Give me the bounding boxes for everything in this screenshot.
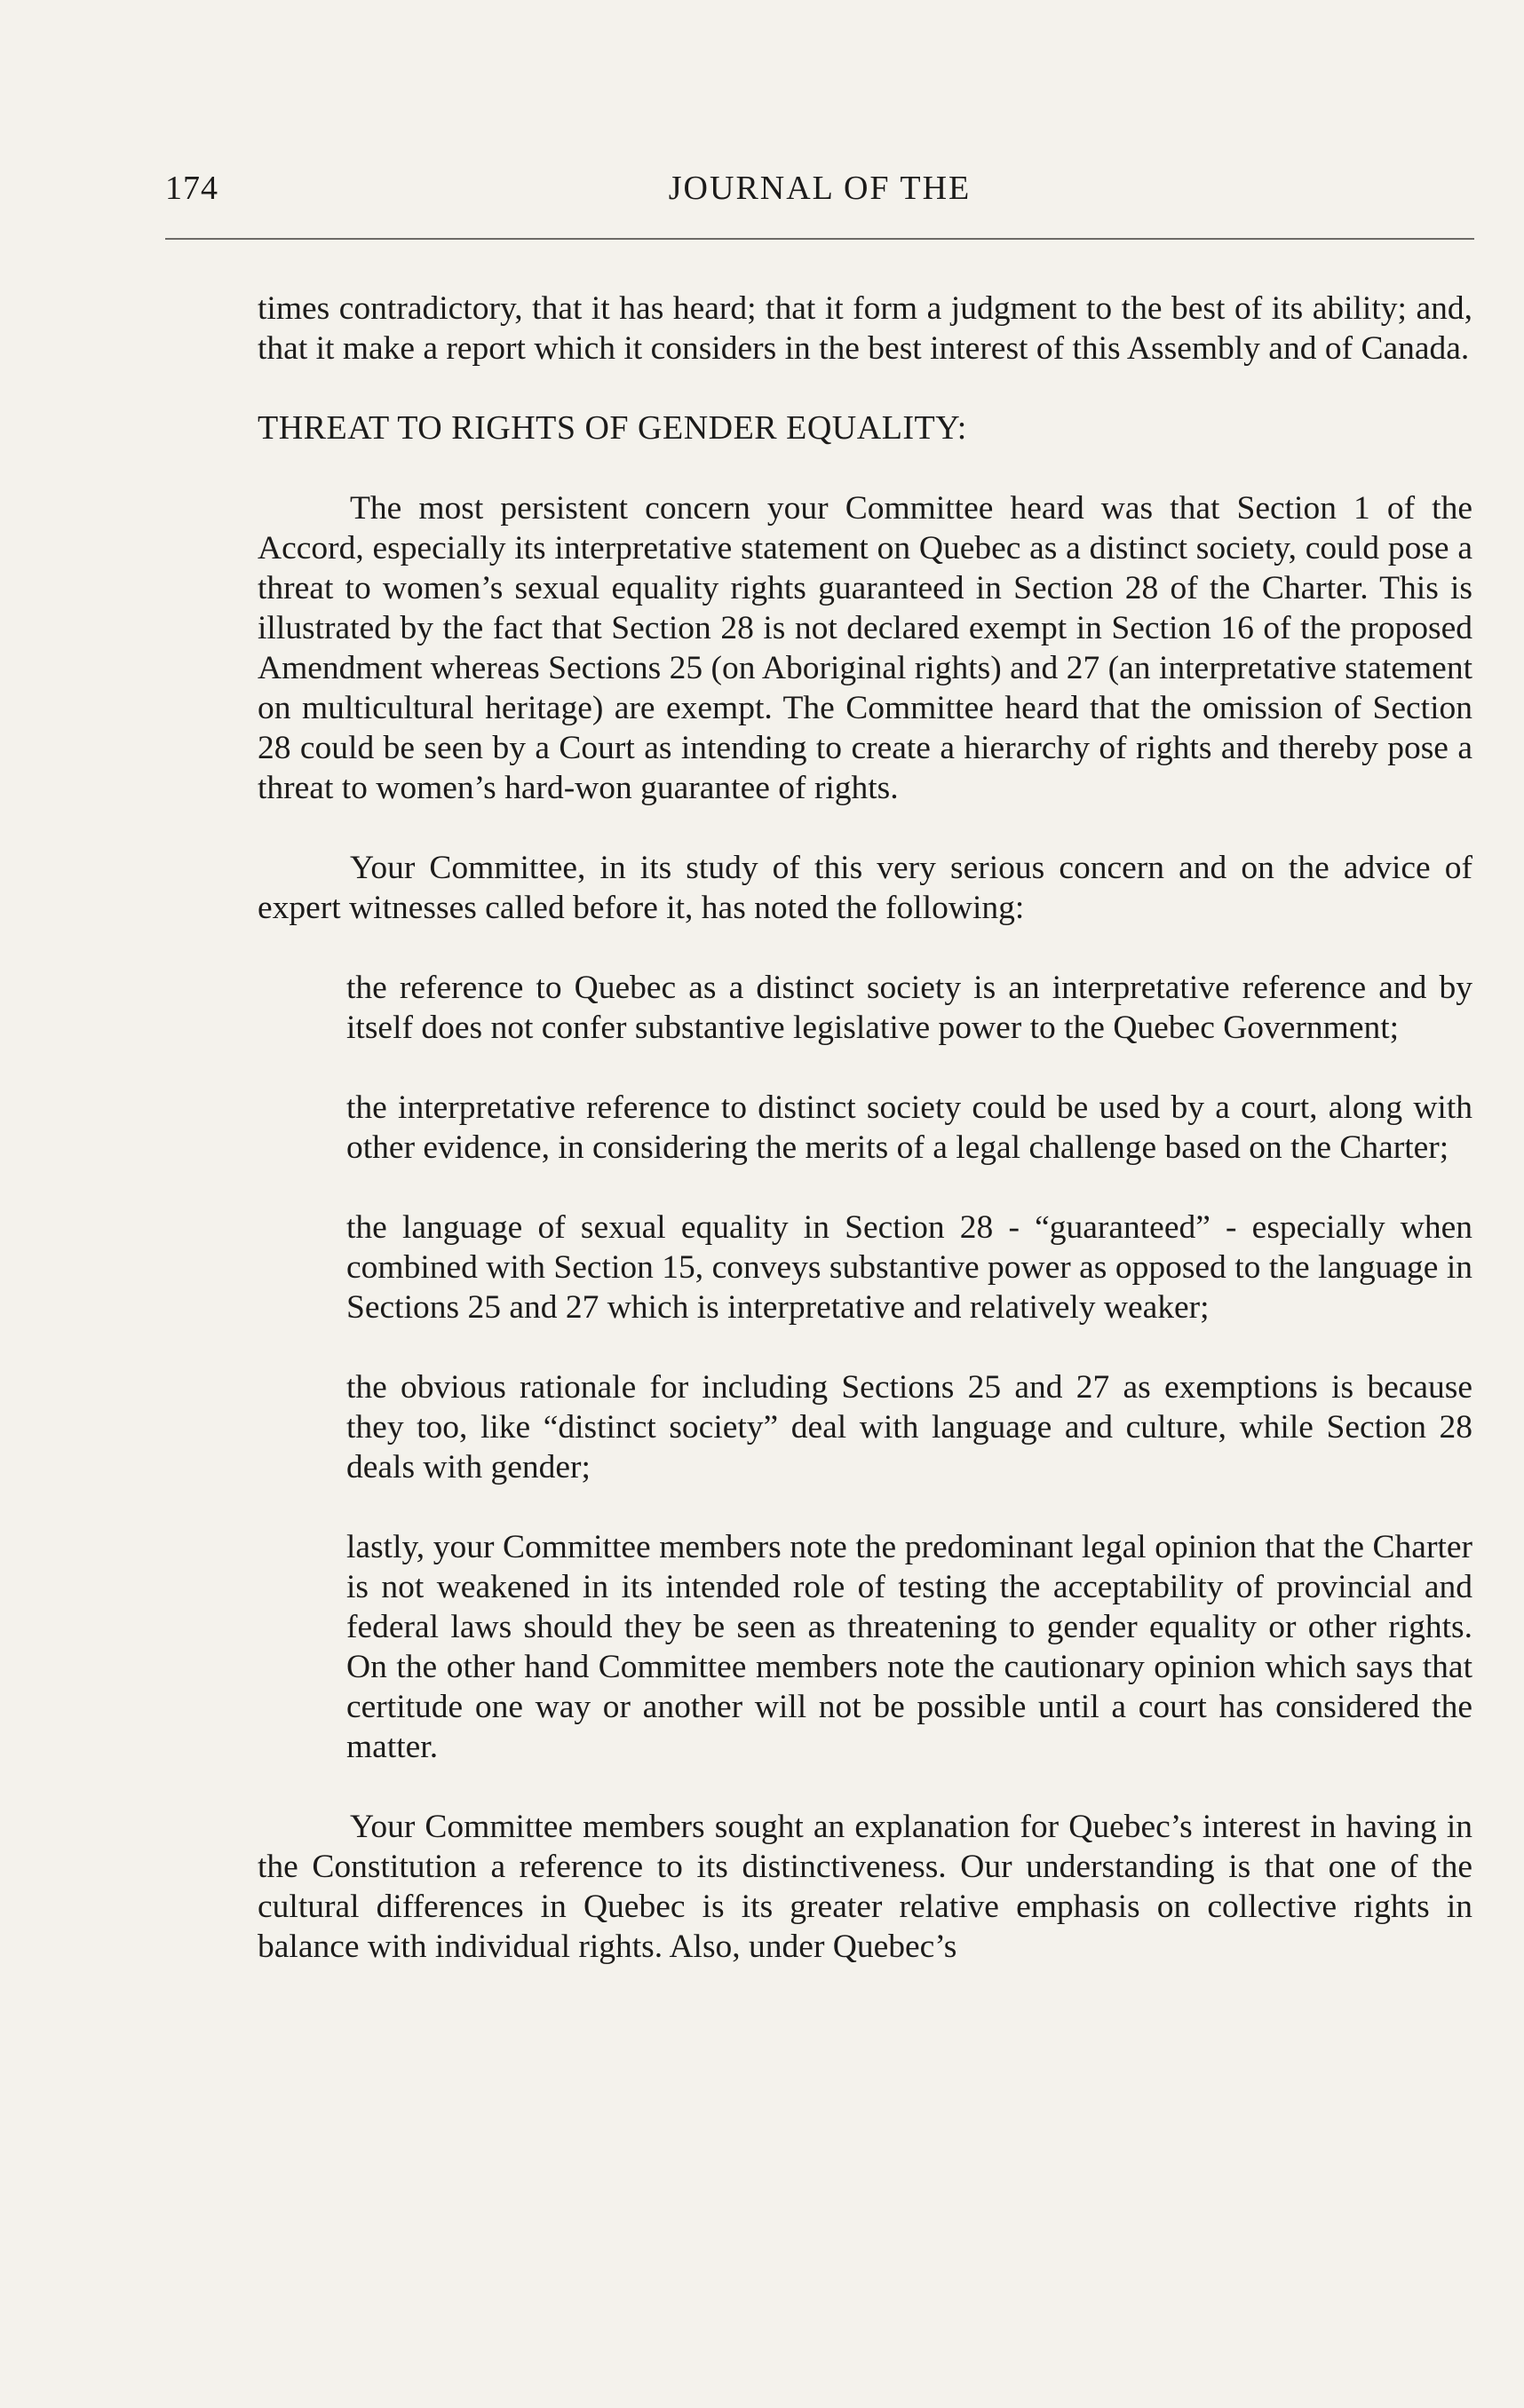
point-legal-opinion: lastly, your Committee members note the predominant legal opinion that the Charter is not weakened in its intended role of testing the acceptability of provincial and federal laws should they be seen as threatening to gender equality or other rights. On the other hand Committee members note the cautionary opinion which says that certitude one way or another will not be possible until a court has considered the matter.: [346, 1529, 1472, 1765]
body-text: [258, 289, 1472, 1967]
opening-continuation: times contradictory, that it has heard; that it form a judgment to the best of its ability; and, that it make a report which it considers in the best interest of this Assembly and of Canada.: [258, 290, 1472, 367]
paragraph-quebec-distinctiveness: Your Committee members sought an explanation for Quebec’s interest in having in the Constitution a reference to its distinctiveness. Our understanding is that one of the cultural differences in Quebec is its greater relative emphasis on collective rights in balance with individual rights. Also, under Quebec’s: [258, 1809, 1472, 1965]
point-section-28-language: the language of sexual equality in Section 28 - “guaranteed” - especially when combined with Section 15, conveys substantive power as opposed to the language in Sections 25 and 27 which is interpretative and relatively weaker;: [346, 1209, 1472, 1326]
page-number: 174: [165, 170, 218, 207]
point-exemption-rationale: the obvious rationale for including Sections 25 and 27 as exemptions is because they too, like “distinct society” deal with language and culture, while Section 28 deals with gender;: [346, 1369, 1472, 1485]
point-interpretative-reference: the reference to Quebec as a distinct society is an interpretative reference and by itself does not confer substantive legislative power to the Quebec Government;: [346, 970, 1472, 1046]
section-heading: THREAT TO RIGHTS OF GENDER EQUALITY:: [258, 409, 967, 447]
running-head: JOURNAL OF THE: [668, 170, 972, 207]
point-court-evidence: the interpretative reference to distinct society could be used by a court, along with other evidence, in considering the merits of a legal challenge based on the Charter;: [346, 1089, 1472, 1166]
paragraph-gender-concern: The most persistent concern your Committee heard was that Section 1 of the Accord, especially its interpretative statement on Quebec as a distinct society, could pose a threat to women’s sexual equality rights guaranteed in Section 28 of the Charter. This is illustrated by the fact that Section 28 is not declared exempt in Section 16 of the proposed Amendment whereas Sections 25 (on Aboriginal rights) and 27 (an interpretative statement on multicultural heritage) are exempt. The Committee heard that the omission of Section 28 could be seen by a Court as intending to create a hierarchy of rights and thereby pose a threat to women’s hard-won guarantee of rights.: [258, 490, 1472, 806]
header-rule: [165, 238, 1474, 240]
page-header: [165, 169, 1474, 213]
paragraph-committee-study: Your Committee, in its study of this very serious concern and on the advice of expert witnesses called before it, has noted the following:: [258, 850, 1472, 926]
